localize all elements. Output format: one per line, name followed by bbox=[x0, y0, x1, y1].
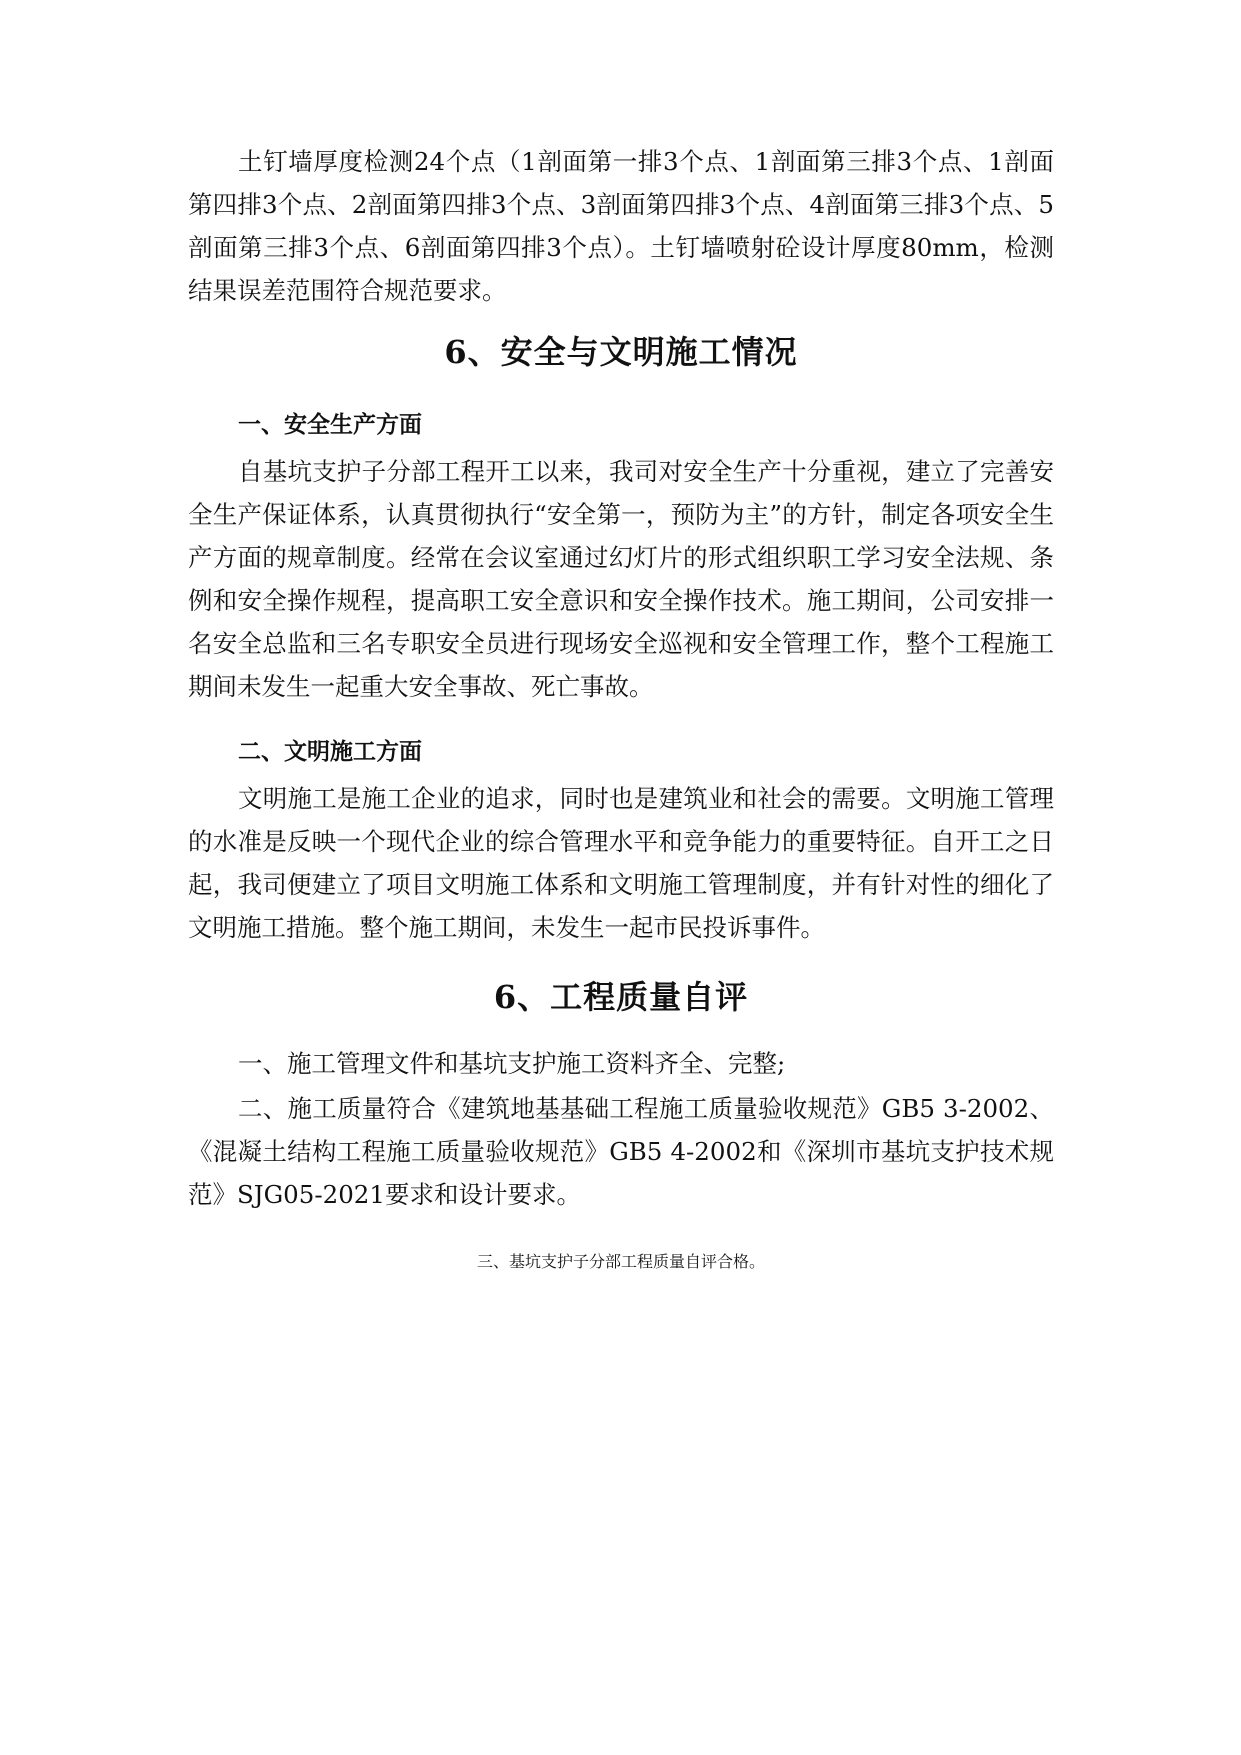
quality-item-2: 二、施工质量符合《建筑地基基础工程施工质量验收规范》GB5 3-2002、《混凝土结构工程施工质量验收规范》GB5 4-2002和《深圳市基坑支护技术规范》SJG05-2021要求和设计要求。 bbox=[188, 1094, 1054, 1209]
soil-nail-thickness-paragraph: 土钉墙厚度检测24个点（1剖面第一排3个点、1剖面第三排3个点、1剖面第四排3个点、2剖面第四排3个点、3剖面第四排3个点、4剖面第三排3个点、5剖面第三排3个点、6剖面第四排3个点）。土钉墙喷射砼设计厚度80mm，检测结果误差范围符合规范要求。 bbox=[188, 147, 1054, 305]
section-title-quality-self-evaluation: 6、工程质量自评 bbox=[493, 978, 749, 1016]
civilized-construction-heading: 二、文明施工方面 bbox=[238, 739, 422, 765]
civilized-construction-paragraph: 文明施工是施工企业的追求，同时也是建筑业和社会的需要。文明施工管理的水准是反映一个现代企业的综合管理水平和竞争能力的重要特征。自开工之日起，我司便建立了项目文明施工体系和文明施工管理制度，并有针对性的细化了文明施工措施。整个施工期间，未发生一起市民投诉事件。 bbox=[188, 784, 1054, 942]
quality-item-1: 一、施工管理文件和基坑支护施工资料齐全、完整; bbox=[238, 1049, 786, 1078]
safety-production-paragraph: 自基坑支护子分部工程开工以来，我司对安全生产十分重视，建立了完善安全生产保证体系，认真贯彻执行“安全第一，预防为主”的方针，制定各项安全生产方面的规章制度。经常在会议室通过幻灯片的形式组织职工学习安全法规、条例和安全操作规程，提高职工安全意识和安全操作技术。施工期间，公司安排一名安全总监和三名专职安全员进行现场安全巡视和安全管理工作，整个工程施工期间未发生一起重大安全事故、死亡事故。 bbox=[188, 457, 1054, 701]
quality-item-3: 三、基坑支护子分部工程质量自评合格。 bbox=[476, 1252, 765, 1271]
section-title-safety-civilization: 6、安全与文明施工情况 bbox=[444, 333, 798, 371]
safety-production-heading: 一、安全生产方面 bbox=[238, 412, 422, 438]
